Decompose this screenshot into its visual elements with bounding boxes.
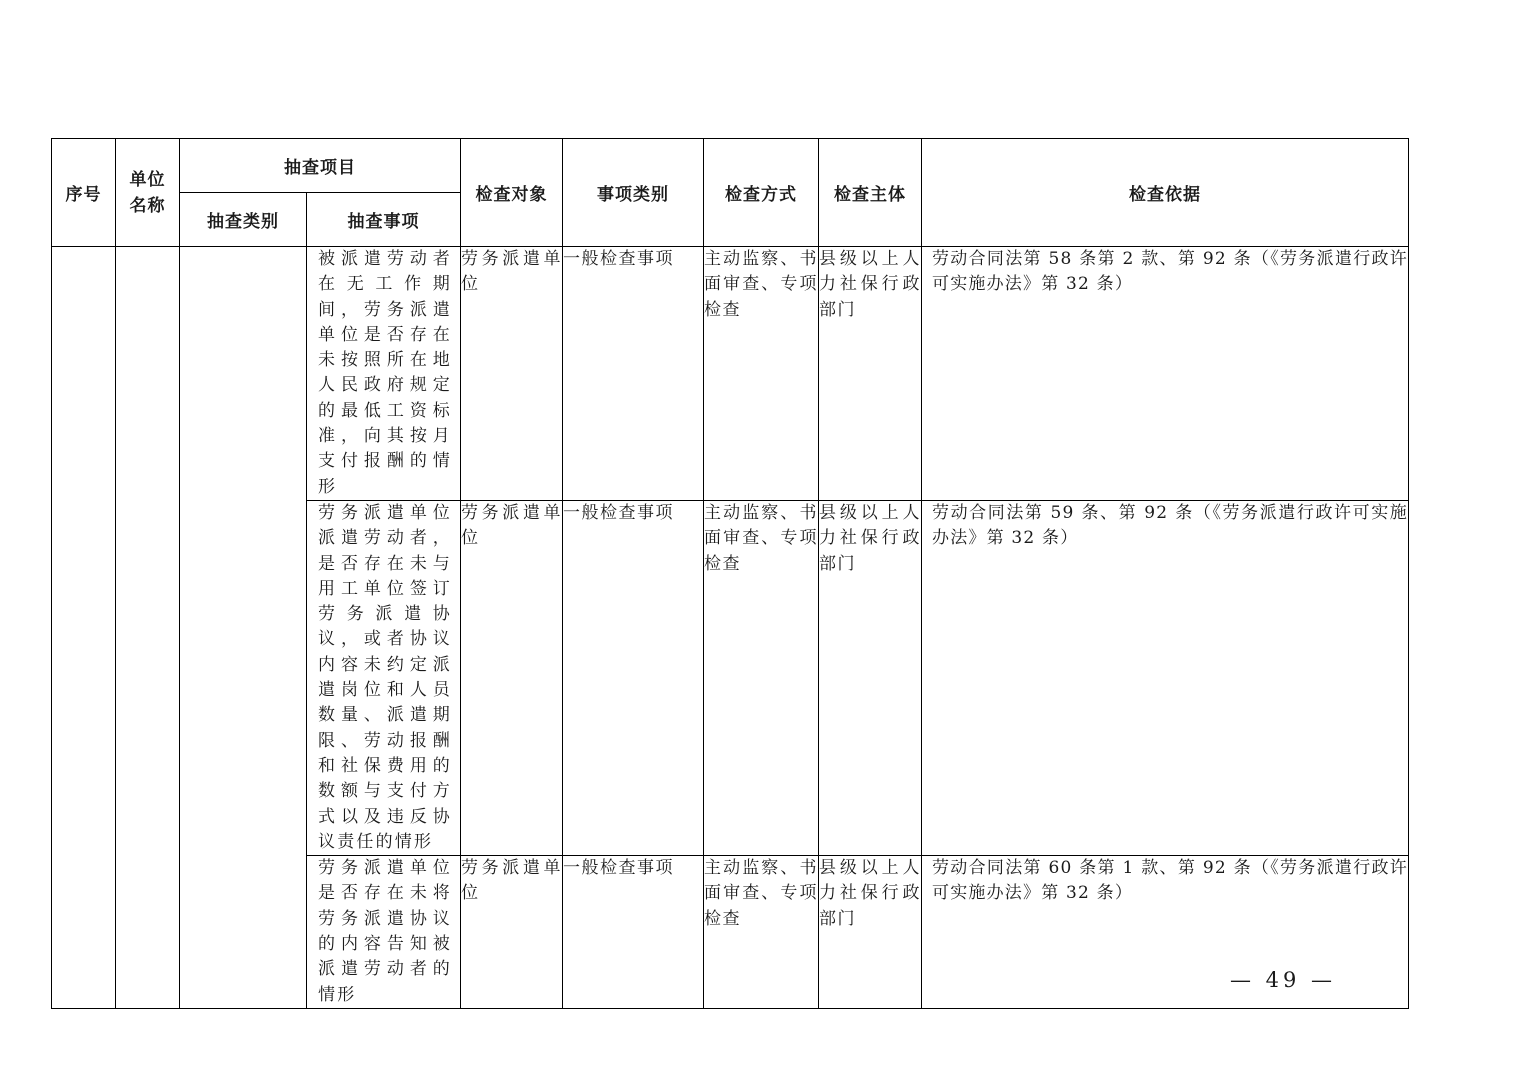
matter-type-cell: 一般检查事项 bbox=[563, 247, 704, 501]
header-unit-name: 单位 名称 bbox=[116, 139, 180, 247]
header-check-subject: 检查主体 bbox=[819, 139, 922, 247]
matter-type-cell: 一般检查事项 bbox=[563, 500, 704, 855]
check-method-cell: 主动监察、书面审查、专项检查 bbox=[704, 500, 819, 855]
check-basis-cell: 劳动合同法第 60 条第 1 款、第 92 条（《劳务派遣行政许可实施办法》第 32 条） bbox=[922, 856, 1409, 1009]
check-matter-cell: 劳务派遣单位派遣劳动者，是否存在未与用工单位签订劳务派遣协议，或者协议内容未约定派遣岗位和人员数量、派遣期限、劳动报酬和社保费用的数额与支付方式以及违反协议责任的情形 bbox=[307, 500, 461, 855]
check-category-cell bbox=[180, 247, 307, 1009]
check-object-cell: 劳务派遣单位 bbox=[461, 856, 563, 1009]
check-subject-cell: 县级以上人力社保行政部门 bbox=[819, 856, 922, 1009]
check-subject-cell: 县级以上人力社保行政部门 bbox=[819, 500, 922, 855]
header-check-method: 检查方式 bbox=[704, 139, 819, 247]
seq-cell bbox=[52, 247, 116, 1009]
check-matter-cell: 被派遣劳动者在无工作期间，劳务派遣单位是否存在未按照所在地人民政府规定的最低工资标准，向其按月支付报酬的情形 bbox=[307, 247, 461, 501]
check-basis-cell: 劳动合同法第 59 条、第 92 条（《劳务派遣行政许可实施办法》第 32 条） bbox=[922, 500, 1409, 855]
check-object-cell: 劳务派遣单位 bbox=[461, 247, 563, 501]
check-object-cell: 劳务派遣单位 bbox=[461, 500, 563, 855]
header-matter-type: 事项类别 bbox=[563, 139, 704, 247]
header-check-matter: 抽查事项 bbox=[307, 193, 461, 247]
check-subject-cell: 县级以上人力社保行政部门 bbox=[819, 247, 922, 501]
header-seq: 序号 bbox=[52, 139, 116, 247]
check-matter-cell: 劳务派遣单位是否存在未将劳务派遣协议的内容告知被派遣劳动者的情形 bbox=[307, 856, 461, 1009]
header-check-object: 检查对象 bbox=[461, 139, 563, 247]
table-row bbox=[52, 247, 1409, 501]
header-check-category: 抽查类别 bbox=[180, 193, 307, 247]
check-basis-cell: 劳动合同法第 58 条第 2 款、第 92 条（《劳务派遣行政许可实施办法》第 32 条） bbox=[922, 247, 1409, 501]
check-method-cell: 主动监察、书面审查、专项检查 bbox=[704, 247, 819, 501]
header-check-basis: 检查依据 bbox=[922, 139, 1409, 247]
page-number: — 49 — bbox=[1229, 968, 1337, 992]
check-method-cell: 主动监察、书面审查、专项检查 bbox=[704, 856, 819, 1009]
inspection-table bbox=[51, 138, 1409, 1009]
matter-type-cell: 一般检查事项 bbox=[563, 856, 704, 1009]
header-check-items: 抽查项目 bbox=[180, 139, 461, 193]
unit-name-cell bbox=[116, 247, 180, 1009]
